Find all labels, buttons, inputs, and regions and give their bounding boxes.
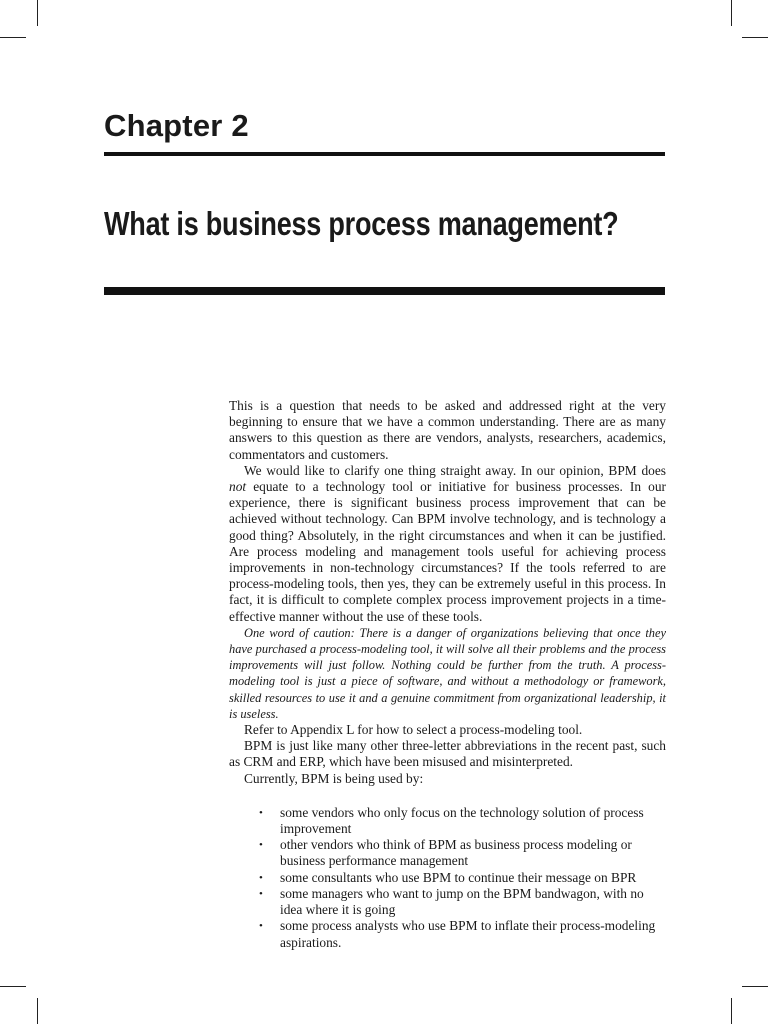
list-item [259,869,666,886]
bullet-dot: • [259,871,263,884]
list-item [259,885,666,918]
paragraph: BPM is just like many other three-letter abbreviations in the recent past, such as CRM and ERP, which have been misused and misinterpreted. [229,738,666,770]
title-rule [104,287,665,295]
paragraph-text: We would like to clarify one thing straight away. In our opinion, BPM does [244,462,666,478]
chapter-label: Chapter 2 [104,108,249,143]
list-item-text: some managers who want to jump on the BPM bandwagon, with no idea where it is going [280,885,644,918]
crop-mark [0,986,26,987]
list-item [259,804,666,837]
caution-paragraph: One word of caution: There is a danger of organizations believing that once they have purchased a process-modeling tool, it will solve all their problems and the process improvements will just follow. Nothing could be further from the truth. A process-modeling tool is just a piece of software, and without a methodology or framework, skilled resources to use it and a genuine commitment from organizational leadership, it is useless. [229,625,666,721]
paragraph: Refer to Appendix L for how to select a process-modeling tool. [244,722,583,738]
paragraph-text: equate to a technology tool or initiative for business processes. In our experience, there is significant business process improvement that can be achieved without technology. Can BPM involve technology, and is technology a good thing? Absolutely, in the right circumstances and when it can be justified. Are process modeling and management tools useful for achieving process improvements in non-technology circumstances? If the tools referred to are process-modeling tools, then yes, they can be extremely useful in this process. In fact, it is difficult to complete complex process improvement projects in a time-effective manner without the use of these tools. [229,479,666,624]
bullet-dot: • [259,839,263,852]
list-item-text: some process analysts who use BPM to inflate their process-modeling aspirations. [280,918,656,950]
crop-mark [37,0,38,26]
paragraph: This is a question that needs to be asked and addressed right at the very beginning to ensure that we have a common understanding. There are as many answers to this question as there are vendors, analysts, researchers, academics, commentators and customers. [229,398,666,462]
chapter-rule [104,152,665,156]
emphasis-text: not [229,479,247,495]
crop-mark [37,998,38,1024]
crop-mark [0,37,26,38]
list-item [259,837,666,869]
bullet-dot: • [259,806,263,819]
paragraph: Currently, BPM is being used by: [244,770,424,786]
list-item-text: other vendors who think of BPM as business process modeling or business performance management [280,837,632,869]
crop-mark [731,0,732,26]
crop-mark [742,37,768,38]
bullet-dot: • [259,887,263,900]
crop-mark [742,986,768,987]
body-text [229,398,666,951]
bullet-list [229,805,666,951]
list-item [259,918,666,950]
list-item-text: some consultants who use BPM to continue their message on BPR [280,869,637,885]
crop-mark [731,998,732,1024]
list-item-text: some vendors who only focus on the technology solution of process improvement [280,804,644,837]
paragraph [229,463,666,625]
bullet-dot: • [259,920,263,933]
chapter-title: What is business process management? [104,205,619,242]
